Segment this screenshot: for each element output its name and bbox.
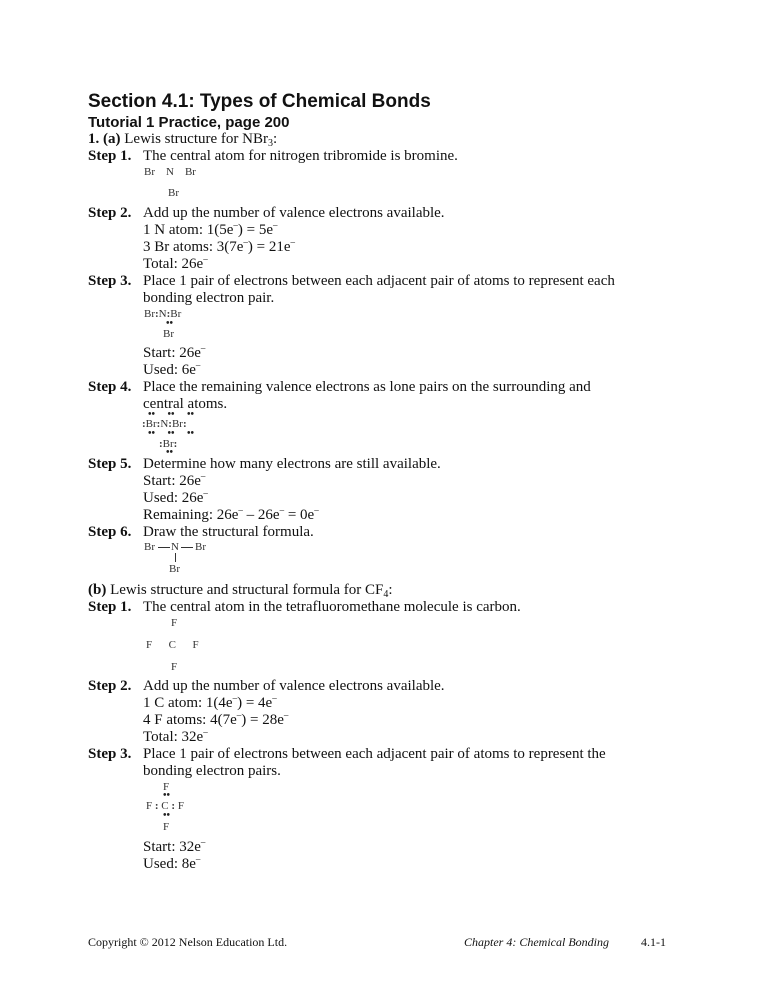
nbr3-bonding-pairs: Br:N:Br xyxy=(144,308,182,320)
cf4-top-f: F xyxy=(171,617,178,629)
single-bond xyxy=(158,547,170,548)
part-a-label: (a) xyxy=(103,131,121,147)
step-text: Place the remaining valence electrons as lone pairs on the surrounding and xyxy=(143,379,591,395)
part-b-subscript: 4 xyxy=(383,589,389,600)
footer-chapter: Chapter 4: Chemical Bonding xyxy=(464,935,609,949)
nbr3-structural-left: Br xyxy=(144,541,155,553)
bond-pair-dots: •• xyxy=(166,318,174,329)
lone-pair-dots: •• xyxy=(166,447,174,458)
cf4-bottom-f: F xyxy=(171,661,178,673)
cf4-bonding-row: F : C : F xyxy=(146,800,184,812)
step-label: Step 1. xyxy=(88,599,132,615)
lone-pair-dots: •• •• •• xyxy=(148,409,195,420)
question-1b-heading: (b) Lewis structure and structural formula for $CF_4$: xyxy=(88,582,393,600)
subsection-title: Tutorial 1 Practice, page 200 xyxy=(88,114,290,131)
start-count: Start: 26e– xyxy=(143,471,206,489)
nbr3-lewis-structure: :Br:N:Br: xyxy=(142,418,187,430)
step-text: Add up the number of valence electrons available. xyxy=(143,205,445,221)
electron-total: Total: 26e– xyxy=(143,254,208,272)
step-text: bonding electron pair. xyxy=(143,290,275,306)
step-text: central atoms. xyxy=(143,396,228,412)
cf4-bottom-f-lewis: F xyxy=(163,821,170,833)
part-a-subscript: 3 xyxy=(267,138,273,149)
cf4-top-f-lewis: F xyxy=(163,781,170,793)
step-label: Step 5. xyxy=(88,456,132,472)
used-count: Used: 6e– xyxy=(143,360,201,378)
step-label: Step 3. xyxy=(88,273,132,289)
footer-copyright: Copyright © 2012 Nelson Education Ltd. xyxy=(88,935,288,949)
nbr3-structural-bottom: Br xyxy=(169,563,180,575)
nbr3-skeleton: Br N Br xyxy=(144,166,196,178)
nbr3-structural-n: N xyxy=(171,541,179,553)
step-label: Step 3. xyxy=(88,746,132,762)
lone-pair-dots: •• •• •• xyxy=(148,428,195,439)
remaining-count: Remaining: 26e– – 26e– = 0e– xyxy=(143,505,319,523)
section-title: Section 4.1: Types of Chemical Bonds xyxy=(88,91,431,112)
step-text: Determine how many electrons are still available. xyxy=(143,456,441,472)
electron-count: 4 F atoms: 4(7e–) = 28e– xyxy=(143,710,289,728)
nbr3-structural-right: Br xyxy=(195,541,206,553)
step-text: Add up the number of valence electrons available. xyxy=(143,678,445,694)
step-label: Step 2. xyxy=(88,678,132,694)
start-count: Start: 26e– xyxy=(143,343,206,361)
step-text: bonding electron pairs. xyxy=(143,763,281,779)
used-count: Used: 8e– xyxy=(143,854,201,872)
step-text: Place 1 pair of electrons between each adjacent pair of atoms to represent each xyxy=(143,273,615,289)
step-label: Step 4. xyxy=(88,379,132,395)
electron-count: 1 N atom: 1(5e–) = 5e– xyxy=(143,220,278,238)
footer-page-number: 4.1-1 xyxy=(641,935,666,949)
question-number: 1. xyxy=(88,131,100,147)
step-text: Draw the structural formula. xyxy=(143,524,314,540)
single-bond xyxy=(175,553,176,562)
step-text: Place 1 pair of electrons between each adjacent pair of atoms to represent the xyxy=(143,746,606,762)
part-b-label: (b) xyxy=(88,582,107,598)
part-b-text: Lewis structure and structural formula for CF xyxy=(110,582,384,598)
step-label: Step 2. xyxy=(88,205,132,221)
cf4-skeleton-row: F C F xyxy=(146,639,199,651)
nbr3-skeleton-bottom: Br xyxy=(168,187,179,199)
question-1a-heading: 1. (a) Lewis structure for NBr$_3$: xyxy=(88,131,278,149)
electron-count: 1 C atom: 1(4e–) = 4e– xyxy=(143,693,277,711)
bottom-br-lewis: :Br: xyxy=(159,438,178,450)
electron-count: 3 Br atoms: 3(7e–) = 21e– xyxy=(143,237,296,255)
bond-pair-dots: •• xyxy=(163,810,171,821)
bond-pair-dots: •• xyxy=(163,790,171,801)
step-label: Step 6. xyxy=(88,524,132,540)
step-text: The central atom for nitrogen tribromide is bromine. xyxy=(143,148,458,164)
step-label: Step 1. xyxy=(88,148,132,164)
step-text: The central atom in the tetrafluoromethane molecule is carbon. xyxy=(143,599,521,615)
bottom-br: Br xyxy=(163,328,174,340)
part-a-text: Lewis structure for NBr xyxy=(124,131,268,147)
single-bond xyxy=(181,547,193,548)
start-count: Start: 32e– xyxy=(143,837,206,855)
electron-total: Total: 32e– xyxy=(143,727,208,745)
used-count: Used: 26e– xyxy=(143,488,208,506)
